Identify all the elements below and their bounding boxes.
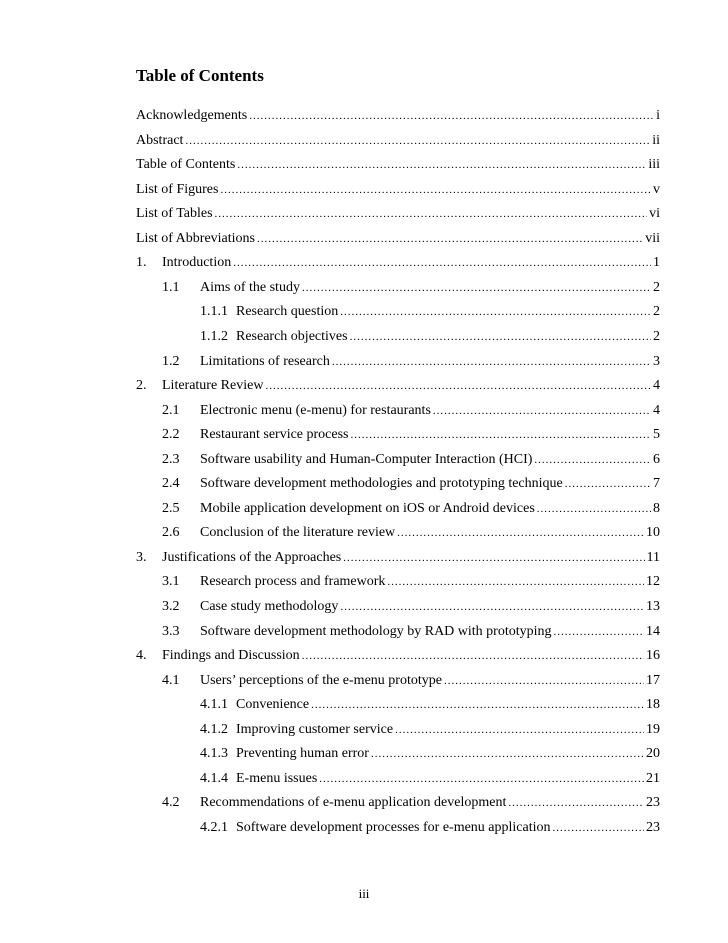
toc-entry-label: Restaurant service process xyxy=(200,427,349,442)
toc-entry-page: 23 xyxy=(646,795,660,810)
dot-leader xyxy=(371,748,644,760)
toc-entry-page: iii xyxy=(648,157,660,172)
toc-entry[interactable] xyxy=(136,378,660,398)
toc-entry-label: Preventing human error xyxy=(236,746,369,761)
dot-leader xyxy=(343,552,644,564)
toc-entry-page: 8 xyxy=(653,501,660,516)
toc-entry-page: 6 xyxy=(653,452,660,467)
dot-leader xyxy=(319,773,644,785)
toc-entry-label: Research question xyxy=(236,304,339,319)
toc-entry-page: 10 xyxy=(646,525,660,540)
dot-leader xyxy=(508,797,644,809)
dot-leader xyxy=(311,699,644,711)
toc-entry[interactable] xyxy=(136,697,660,717)
toc-entry-number: 1.2 xyxy=(162,354,180,369)
toc-entry-number: 2.4 xyxy=(162,476,180,491)
toc-entry-label: Users’ perceptions of the e-menu prototype xyxy=(200,673,442,688)
dot-leader xyxy=(233,257,651,269)
dot-leader xyxy=(340,306,651,318)
toc-entry[interactable] xyxy=(136,452,660,472)
toc-entry-number: 4.1.1 xyxy=(200,697,228,712)
toc-entry-number: 4.1.3 xyxy=(200,746,228,761)
toc-entry-number: 1. xyxy=(136,255,147,270)
toc-entry-number: 1.1 xyxy=(162,280,180,295)
toc-entry-number: 2. xyxy=(136,378,147,393)
dot-leader xyxy=(265,380,651,392)
toc-entry-label: List of Figures xyxy=(136,182,219,197)
toc-entry-label: Justifications of the Approaches xyxy=(162,550,342,565)
dot-leader xyxy=(397,527,644,539)
toc-entry-number: 4.1.2 xyxy=(200,722,228,737)
toc-entry-label: Findings and Discussion xyxy=(162,648,300,663)
toc-entry[interactable] xyxy=(136,280,660,300)
toc-entry-page: 2 xyxy=(653,304,660,319)
toc-entry[interactable] xyxy=(136,157,660,177)
toc-entry-number: 3.1 xyxy=(162,574,180,589)
toc-entry-label: Table of Contents xyxy=(136,157,236,172)
dot-leader xyxy=(220,184,651,196)
toc-entry-label: Software usability and Human-Computer Interaction (HCI) xyxy=(200,452,533,467)
toc-entry-page: v xyxy=(653,182,660,197)
toc-entry-page: 19 xyxy=(646,722,660,737)
dot-leader xyxy=(340,601,644,613)
dot-leader xyxy=(351,429,652,441)
toc-entry[interactable] xyxy=(136,820,660,840)
toc-entry-page: 23 xyxy=(646,820,660,835)
toc-entry-label: E-menu issues xyxy=(236,771,318,786)
toc-entry-number: 2.5 xyxy=(162,501,180,516)
dot-leader xyxy=(302,650,644,662)
dot-leader xyxy=(395,724,644,736)
toc-entry[interactable] xyxy=(136,427,660,447)
dot-leader xyxy=(215,208,648,220)
toc-entry-number: 2.2 xyxy=(162,427,180,442)
toc-entry[interactable] xyxy=(136,722,660,742)
toc-entry-page: 4 xyxy=(653,378,660,393)
toc-entry-label: Electronic menu (e-menu) for restaurants xyxy=(200,403,431,418)
dot-leader xyxy=(350,331,651,343)
toc-entry-label: Mobile application development on iOS or Android devices xyxy=(200,501,535,516)
toc-entry[interactable] xyxy=(136,403,660,423)
dot-leader xyxy=(444,675,644,687)
dot-leader xyxy=(565,478,651,490)
toc-entry-page: 3 xyxy=(653,354,660,369)
toc-entry-page: 14 xyxy=(646,624,660,639)
toc-entry-page: 2 xyxy=(653,280,660,295)
toc-entry-page: 20 xyxy=(646,746,660,761)
toc-entry[interactable] xyxy=(136,550,660,570)
toc-entry-label: Introduction xyxy=(162,255,232,270)
toc-entry[interactable] xyxy=(136,255,660,275)
toc-entry-page: i xyxy=(656,108,660,123)
toc-entry-label: Software development methodologies and prototyping technique xyxy=(200,476,563,491)
toc-entry-page: 4 xyxy=(653,403,660,418)
toc-entry-page: ii xyxy=(652,133,660,148)
toc-entry-number: 1.1.2 xyxy=(200,329,228,344)
toc-entry-label: Abstract xyxy=(136,133,184,148)
toc-entry-page: 5 xyxy=(653,427,660,442)
toc-entry[interactable] xyxy=(136,133,660,153)
toc-entry-number: 1.1.1 xyxy=(200,304,228,319)
toc-entry-number: 3.2 xyxy=(162,599,180,614)
toc-entry[interactable] xyxy=(136,231,660,251)
toc-entry-page: 18 xyxy=(646,697,660,712)
toc-entry-number: 4. xyxy=(136,648,147,663)
toc-entry[interactable] xyxy=(136,746,660,766)
toc-entry-label: List of Abbreviations xyxy=(136,231,255,246)
toc-entry-label: Aims of the study xyxy=(200,280,300,295)
toc-entry-number: 2.3 xyxy=(162,452,180,467)
toc-entry-page: 7 xyxy=(653,476,660,491)
dot-leader xyxy=(237,159,646,171)
toc-entry-label: Research process and framework xyxy=(200,574,386,589)
dot-leader xyxy=(249,110,654,122)
toc-entry-label: Case study methodology xyxy=(200,599,339,614)
toc-entry-number: 4.1 xyxy=(162,673,180,688)
toc-entry-page: 17 xyxy=(646,673,660,688)
toc-entry-number: 2.6 xyxy=(162,525,180,540)
toc-entry-label: Improving customer service xyxy=(236,722,394,737)
toc-entry-page: vii xyxy=(645,231,660,246)
toc-entry[interactable] xyxy=(136,648,660,668)
dot-leader xyxy=(433,405,651,417)
toc-entry[interactable] xyxy=(136,673,660,693)
dot-leader xyxy=(553,822,644,834)
toc-entry[interactable] xyxy=(136,329,660,349)
dot-leader xyxy=(537,503,651,515)
toc-entry[interactable] xyxy=(136,599,660,619)
toc-entry-page: 2 xyxy=(653,329,660,344)
toc-entry-page: 1 xyxy=(653,255,660,270)
toc-entry-number: 3. xyxy=(136,550,147,565)
toc-entry-page: 12 xyxy=(646,574,660,589)
dot-leader xyxy=(534,454,651,466)
dot-leader xyxy=(332,356,651,368)
toc-entry[interactable] xyxy=(136,501,660,521)
dot-leader xyxy=(387,576,644,588)
dot-leader xyxy=(554,626,644,638)
toc-entry-label: Research objectives xyxy=(236,329,348,344)
toc-entry[interactable] xyxy=(136,624,660,644)
toc-entry-number: 4.1.4 xyxy=(200,771,228,786)
toc-entry-number: 3.3 xyxy=(162,624,180,639)
toc-entry-label: Convenience xyxy=(236,697,310,712)
toc-entry[interactable] xyxy=(136,476,660,496)
toc-entry-label: Conclusion of the literature review xyxy=(200,525,396,540)
toc-entry-number: 4.2 xyxy=(162,795,180,810)
toc-entry-page: 16 xyxy=(646,648,660,663)
toc-entry-page: 11 xyxy=(646,550,660,565)
toc-entry-page: 13 xyxy=(646,599,660,614)
toc-entry[interactable] xyxy=(136,182,660,202)
toc-entry-label: List of Tables xyxy=(136,206,213,221)
toc-entry-number: 4.2.1 xyxy=(200,820,228,835)
toc-entry[interactable] xyxy=(136,525,660,545)
toc-entry[interactable] xyxy=(136,771,660,791)
toc-entry-label: Software development methodology by RAD with prototyping xyxy=(200,624,552,639)
toc-entry-label: Acknowledgements xyxy=(136,108,248,123)
toc-entry-page: 21 xyxy=(646,771,660,786)
page-number: iii xyxy=(358,886,370,901)
dot-leader xyxy=(257,233,643,245)
toc-entry[interactable] xyxy=(136,206,660,226)
toc-entry-label: Limitations of research xyxy=(200,354,330,369)
toc-entry[interactable] xyxy=(136,795,660,815)
toc-entry-number: 2.1 xyxy=(162,403,180,418)
toc-entry[interactable] xyxy=(136,304,660,324)
toc-entry-label: Software development processes for e-menu application xyxy=(236,820,551,835)
toc-entry[interactable] xyxy=(136,354,660,374)
dot-leader xyxy=(185,135,650,147)
toc-entry-label: Literature Review xyxy=(162,378,264,393)
toc-entry-label: Recommendations of e-menu application development xyxy=(200,795,507,810)
toc-entry[interactable] xyxy=(136,574,660,594)
dot-leader xyxy=(302,282,651,294)
toc-entry[interactable] xyxy=(136,108,660,128)
toc-entry-page: vi xyxy=(649,206,660,221)
page-title: Table of Contents xyxy=(136,66,264,85)
